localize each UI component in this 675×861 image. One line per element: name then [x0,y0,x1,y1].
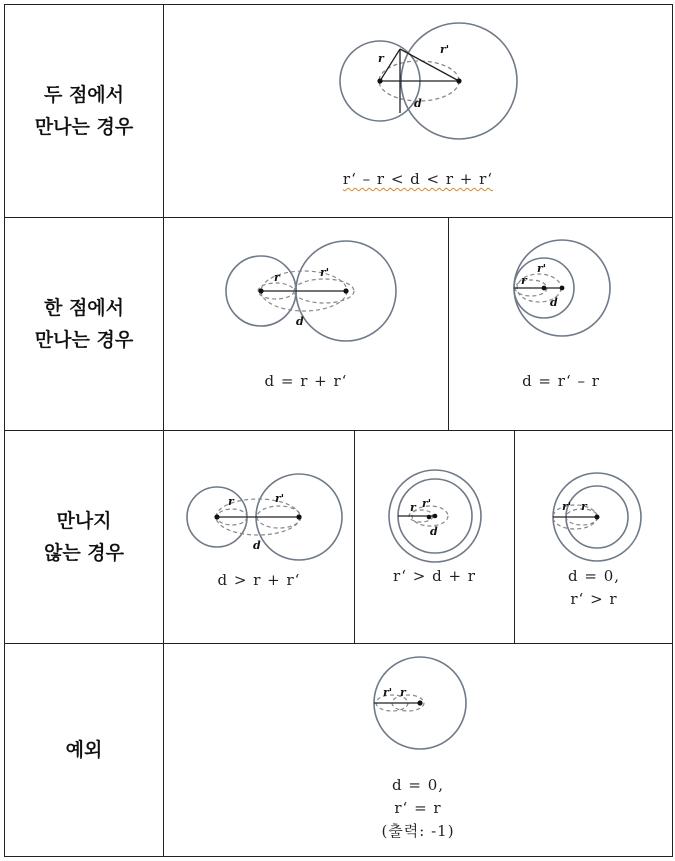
label-r: r [378,52,384,65]
formula [164,370,448,393]
row-exception [5,644,673,857]
row-label-line: 않는 경우 [43,542,125,564]
label-r-prime: r' [422,497,432,510]
label-r-prime: r' [440,43,450,56]
row-label-line: 두 점에서 [43,84,125,106]
label-r-prime: r' [562,500,572,513]
formula-line: (출력: -1) [381,822,455,840]
case-inner-offset [355,431,514,643]
label-r-prime: r' [320,266,330,279]
formula [515,565,673,611]
row-label-line: 예외 [65,739,103,761]
label-r: r [410,501,416,514]
label-d: d [253,539,261,552]
case-cell [164,644,673,857]
label-r: r [274,271,280,284]
row-label [5,5,164,218]
label-r-prime: r' [383,686,393,699]
formula-line: r‘ = r [394,799,442,817]
case-separate [164,431,354,643]
row-label-line: 만나는 경우 [34,329,134,351]
formula-line: r‘ > d + r [393,567,476,585]
case-cell [164,431,673,644]
label-d: d [414,97,422,110]
formula-line: d > r + r‘ [217,571,301,589]
row-label-line: 만나지 [56,510,112,532]
row-label-line: 한 점에서 [43,297,125,319]
formula [164,569,354,592]
formula [164,168,672,191]
formula [164,774,672,843]
row-no-intersection [5,431,673,644]
label-r: r [521,274,527,287]
case-cell [164,5,673,218]
case-internal-tangent [449,218,673,430]
row-label [5,218,164,431]
formula-line: d = 0, [391,776,445,794]
formula [449,370,673,393]
label-r: r [228,495,234,508]
formula-line: d = 0, [567,567,621,585]
case-external-tangent [164,218,448,430]
formula-line: r‘ > r [570,590,618,608]
row-two-points [5,5,673,218]
formula [355,565,514,588]
label-d: d [550,296,558,309]
label-d: d [430,525,438,538]
row-one-point [5,218,673,431]
case-cell [164,218,673,431]
label-r-prime: r' [275,492,285,505]
case-concentric [515,431,673,643]
row-label [5,431,164,644]
formula-line: r‘ – r < d < r + r‘ [342,170,494,188]
label-r: r [400,686,406,699]
label-r: r [581,500,587,513]
formula-line: d = r + r‘ [264,372,348,390]
circle-relations-table [4,4,673,857]
label-r-prime: r' [537,262,547,275]
row-label [5,644,164,857]
formula-line: d = r‘ – r [522,372,600,390]
label-d: d [296,315,304,328]
row-label-line: 만나는 경우 [34,116,134,138]
